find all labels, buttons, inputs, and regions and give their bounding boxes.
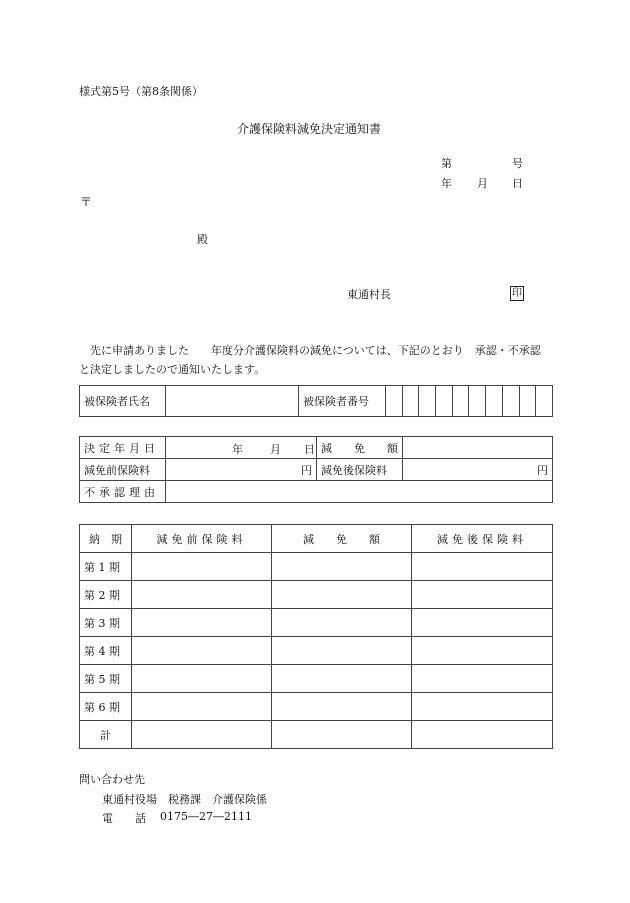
decision-table [79,436,553,503]
before-cell[interactable] [132,637,272,665]
after-premium-field[interactable] [403,459,553,481]
insured-number-digit[interactable] [469,386,486,417]
reduction-amount-label: 減 免 額 [317,437,403,459]
decision-date-month: 月 [270,442,281,456]
before-premium-field[interactable] [166,459,317,481]
contact-phone: 0175―27―2111 [160,810,252,823]
period-label: 第 4 期 [80,637,132,665]
schedule-header-reduction: 減 免 額 [272,525,412,553]
before-premium-unit: 円 [301,463,312,477]
after-cell[interactable] [412,665,553,693]
reduction-total-cell[interactable] [272,721,412,749]
total-label: 計 [80,721,132,749]
before-premium-label: 減免前保険料 [80,459,166,481]
after-premium-label: 減免後保険料 [317,459,403,481]
after-total-cell[interactable] [412,721,553,749]
insured-number-digit[interactable] [402,386,419,417]
insured-number-digit[interactable] [386,386,403,417]
schedule-header-after: 減免後保険料 [412,525,553,553]
decision-date-year: 年 [232,442,243,456]
insured-number-digit[interactable] [519,386,536,417]
doc-number-suffix: 号 [512,157,523,170]
before-cell[interactable] [132,693,272,721]
reject-reason-field[interactable] [166,481,553,503]
contact-phone-label: 電 話 [102,812,146,825]
insured-number-digit[interactable] [536,386,553,417]
contact-heading: 問い合わせ先 [79,773,145,786]
table-row [80,553,553,581]
insured-number-digit[interactable] [502,386,519,417]
table-row [80,609,553,637]
insured-number-digit[interactable] [486,386,503,417]
schedule-header-period: 納 期 [80,525,132,553]
schedule-table [79,524,553,749]
doc-number-label: 第 [441,157,452,170]
decision-date-day: 日 [304,442,315,456]
form-label: 様式第5号（第8条関係） [79,85,203,98]
decision-date-field[interactable] [166,437,317,459]
before-cell[interactable] [132,609,272,637]
postal-mark: 〒 [80,195,93,209]
schedule-header-before: 減免前保険料 [132,525,272,553]
table-row [80,721,553,749]
before-cell[interactable] [132,553,272,581]
seal-box [510,286,524,301]
reduction-cell[interactable] [272,553,412,581]
after-cell[interactable] [412,553,553,581]
reduction-cell[interactable] [272,693,412,721]
before-total-cell[interactable] [132,721,272,749]
after-cell[interactable] [412,581,553,609]
insured-number-digit[interactable] [436,386,453,417]
reduction-cell[interactable] [272,609,412,637]
date-year: 年 [441,177,452,190]
after-cell[interactable] [412,637,553,665]
reduction-cell[interactable] [272,637,412,665]
decision-date-label: 決定年月日 [80,437,166,459]
after-cell[interactable] [412,609,553,637]
before-cell[interactable] [132,665,272,693]
reduction-cell[interactable] [272,665,412,693]
insured-name-label: 被保険者氏名 [80,386,166,417]
insured-table [79,385,553,417]
period-label: 第 3 期 [80,609,132,637]
after-cell[interactable] [412,693,553,721]
before-cell[interactable] [132,581,272,609]
after-premium-unit: 円 [537,463,548,477]
notice-body: 先に申請ありました 年度分介護保険料の減免については、下記のとおり 承認・不承認と決定しましたので通知いたします。 [79,344,541,376]
table-row [80,693,553,721]
reduction-cell[interactable] [272,581,412,609]
insured-number-digit[interactable] [452,386,469,417]
period-label: 第 6 期 [80,693,132,721]
seal-mark: 印 [512,288,522,299]
insured-number-digit[interactable] [419,386,436,417]
issuer: 東通村長 [347,288,391,301]
page-title: 介護保険料減免決定通知書 [237,122,382,136]
addressee-suffix: 殿 [197,233,208,246]
insured-number-label: 被保険者番号 [299,386,386,417]
reduction-amount-field[interactable] [403,437,553,459]
table-row [80,637,553,665]
date-day: 日 [512,177,523,190]
table-row [80,581,553,609]
insured-name-field[interactable] [166,386,299,417]
date-month: 月 [477,177,488,190]
period-label: 第 2 期 [80,581,132,609]
contact-office: 東通村役場 税務課 介護保険係 [102,793,267,806]
period-label: 第 5 期 [80,665,132,693]
table-row [80,665,553,693]
reject-reason-label: 不承認理由 [80,481,166,503]
period-label: 第 1 期 [80,553,132,581]
